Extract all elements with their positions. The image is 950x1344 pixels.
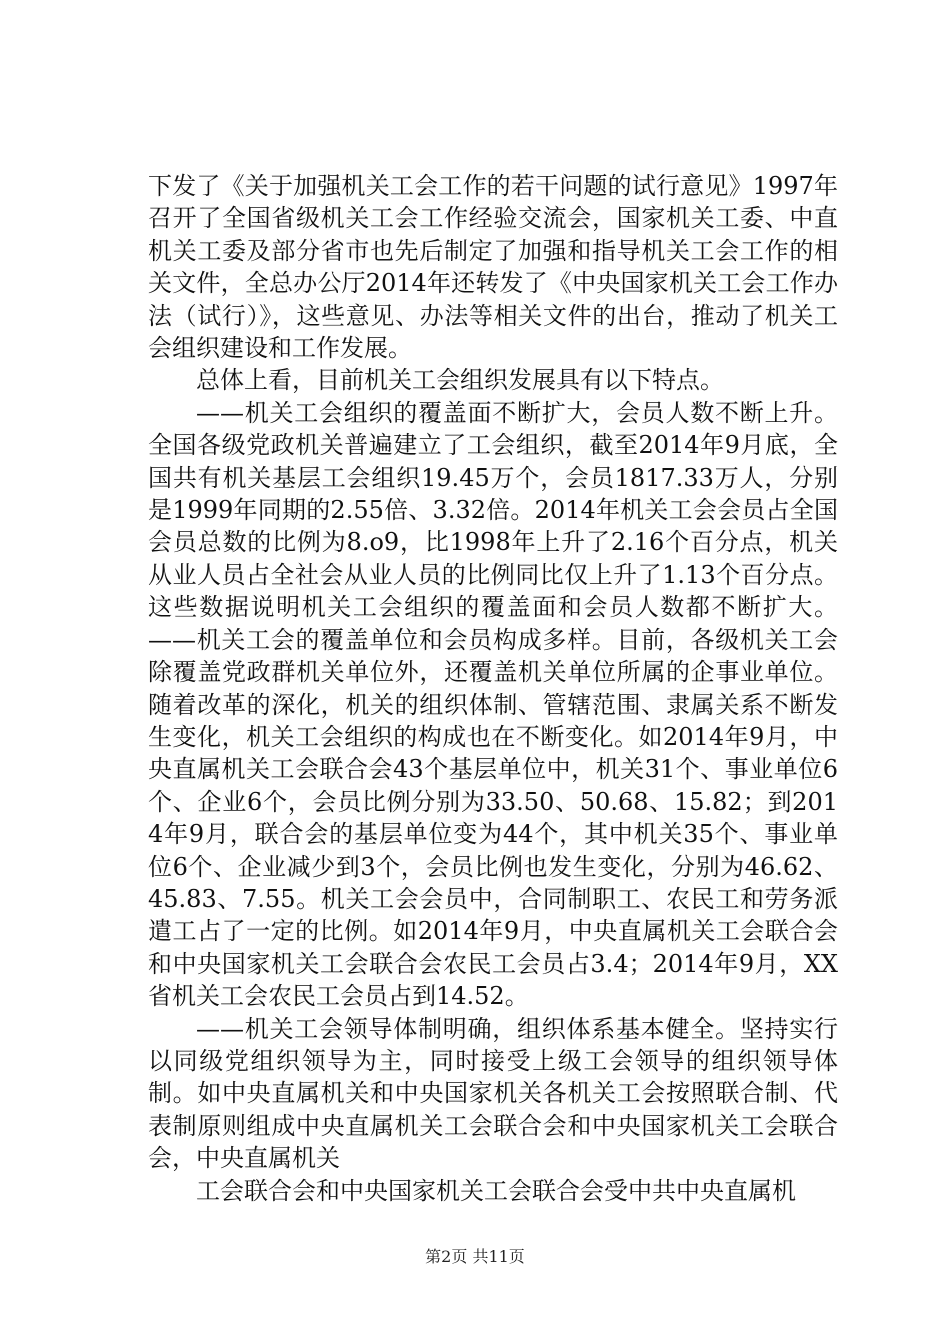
document-body <box>148 170 838 1207</box>
paragraph-4: ——机关工会领导体制明确，组织体系基本健全。坚持实行以同级党组织领导为主，同时接受上级工会领导的组织领导体制。如中央直属机关和中央国家机关各机关工会按照联合制、代表制原则组成中央直属机关工会联合会和中央国家机关工会联合会，中央直属机关 <box>148 1014 838 1173</box>
page-number-footer: 第2页 共11页 <box>425 1247 525 1266</box>
paragraph-3: ——机关工会组织的覆盖面不断扩大，会员人数不断上升。全国各级党政机关普遍建立了工会组织，截至2014年9月底，全国共有机关基层工会组织19.45万个，会员1817.33万人，分别是1999年同期的2.55倍、3.32倍。2014年机关工会会员占全国会员总数的比例为8.o9，比1998年上升了2.16个百分点，机关从业人员占全社会从业人员的比例同比仅上升了1.13个百分点。这些数据说明机关工会组织的覆盖面和会员人数都不断扩大。——机关工会的覆盖单位和会员构成多样。目前，各级机关工会除覆盖党政群机关单位外，还覆盖机关单位所属的企事业单位。随着改革的深化，机关的组织体制、管辖范围、隶属关系不断发生变化，机关工会组织的构成也在不断变化。如2014年9月，中央直属机关工会联合会43个基层单位中，机关31个、事业单位6个、企业6个，会员比例分别为33.50、50.68、15.82；到2014年9月，联合会的基层单位变为44个，其中机关35个、事业单位6个、企业减少到3个，会员比例也发生变化，分别为46.62、45.83、7.55。机关工会会员中，合同制职工、农民工和劳务派遣工占了一定的比例。如2014年9月，中央直属机关工会联合会和中央国家机关工会联合会农民工会员占3.4；2014年9月，XX省机关工会农民工会员占到14.52。 <box>148 398 838 1011</box>
paragraph-5: 工会联合会和中央国家机关工会联合会受中共中央直属机 <box>196 1176 796 1205</box>
paragraph-1: 下发了《关于加强机关工会工作的若干问题的试行意见》1997年召开了全国省级机关工会工作经验交流会，国家机关工委、中直机关工委及部分省市也先后制定了加强和指导机关工会工作的相关文件，全总办公厅2014年还转发了《中央国家机关工会工作办法（试行）》，这些意见、办法等相关文件的出台，推动了机关工会组织建设和工作发展。 <box>148 172 838 363</box>
paragraph-2: 总体上看，目前机关工会组织发展具有以下特点。 <box>196 366 724 395</box>
